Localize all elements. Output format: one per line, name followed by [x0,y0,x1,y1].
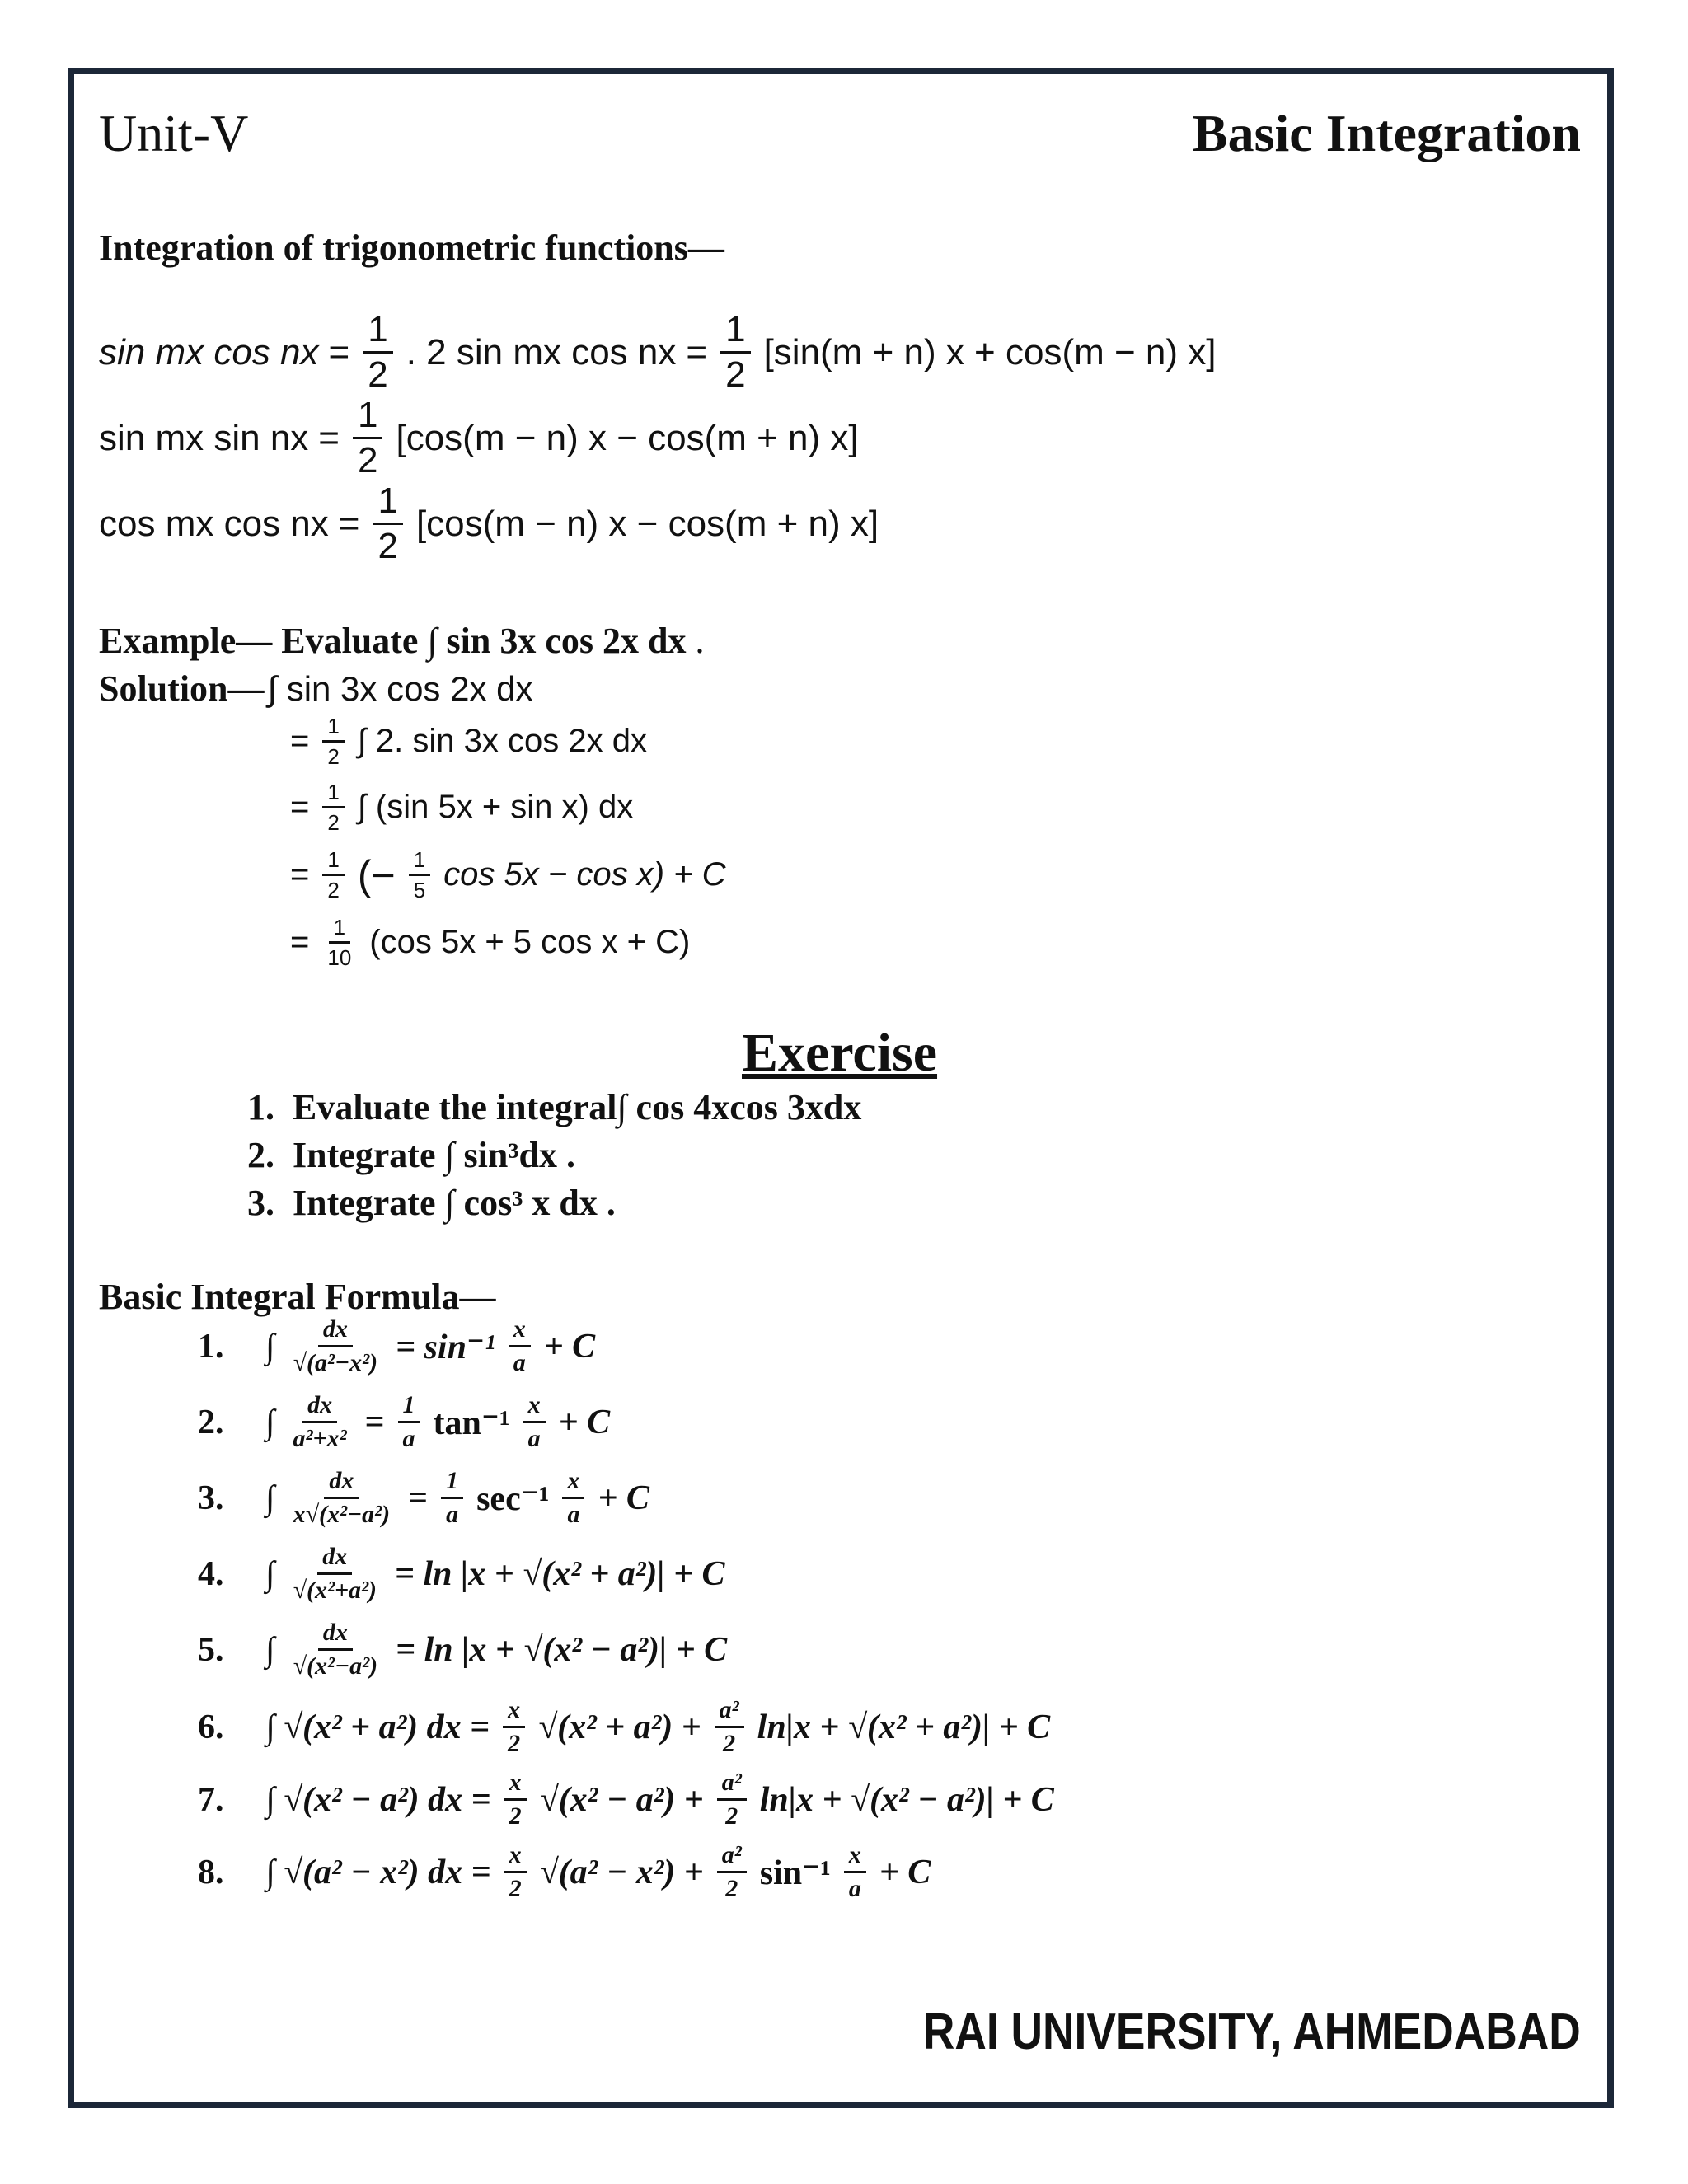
formula-7: 7. ∫ √(x² − a²) dx = $\frac{x}{2}$ √(x² − a²) + $\frac{\text{a²}}{2}$ ln|x + √(x² − a²)| + C [198,1769,1054,1830]
solution-step-1: = $\frac{1}{2}$ ∫ 2. sin 3x cos 2x dx [290,714,647,769]
formula-2: 2. ∫ $\frac{dx}{\text{a²+x²}}$ = $\frac{1}{a}$ tan⁻¹ x a + C [198,1391,611,1452]
section-title-trig: Integration of trigonometric functions— [99,227,724,268]
solution-step-4: = $\frac{1}{10}$ (cos 5x + 5 cos x + C) [290,915,691,970]
formula-5: 5. ∫ $\frac{dx}{\text{√(x²−a²)}}$ = ln |x + √(x² − a²)| + C [198,1619,728,1680]
formula-8: 8. ∫ √(a² − x²) dx = $\frac{x}{2}$ √(a² − x²) + $\frac{\text{a²}}{2}$ sin⁻¹ x a + C [198,1841,931,1902]
solution-step-2: = $\frac{1}{2}$ ∫ (sin 5x + sin x) dx [290,780,634,835]
formula-1: 1. ∫ $\frac{dx}{\text{√(a²−x²)}}$ = sin⁻¹ x a + C [198,1315,596,1376]
exercise-item-1: 1. Evaluate the integral∫ cos 4xcos 3xdx [247,1087,862,1127]
fraction: $\frac{1}{2}$ [353,397,382,479]
formula-4: 4. ∫ $\frac{dx}{\text{√(x²+a²)}}$ = ln |x + √(x² + a²)| + C [198,1543,725,1604]
example-line: Example— Evaluate ∫ sin 3x cos 2x dx . [99,621,705,661]
trig-formula-1: sin mx cos nx = $\frac{1}{2}$ . 2 sin mx cos nx = $\frac{1}{2}$ [sin(m + n) x + cos(m − n) x] [99,309,1217,395]
example-label: Example— Evaluate [99,621,419,661]
solution-expression: ∫ sin 3x cos 2x dx [267,669,533,708]
exercise-item-3: 3. Integrate ∫ cos³ x dx . [247,1183,616,1223]
formula-6: 6. ∫ √(x² + a²) dx = $\frac{x}{2}$ √(x² + a²) + $\frac{\text{a²}}{2}$ ln|x + √(x² + a²)| + C [198,1696,1051,1757]
trig-formula-3: cos mx cos nx = $\frac{1}{2}$ [cos(m − n) x − cos(m + n) x] [99,480,879,566]
footer-institution: RAI UNIVERSITY, AHMEDABAD [923,2004,1581,2060]
exercise-item-2: 2. Integrate ∫ sin³dx . [247,1135,576,1175]
solution-line [99,668,533,710]
fraction: $\frac{1}{2}$ [720,312,750,393]
example-expression: ∫ sin 3x cos 2x dx [427,621,687,661]
unit-label: Unit-V [99,104,249,162]
formula-3: 3. ∫ $\frac{dx}{\text{x√(x²−a²)}}$ = $\frac{1}{a}$ sec⁻¹ x a + C [198,1467,649,1528]
exercise-title: Exercise [742,1023,938,1083]
trig-lhs: sin mx cos nx [99,331,319,373]
trig-formula-2: sin mx sin nx = $\frac{1}{2}$ [cos(m − n) x − cos(m + n) x] [99,395,859,480]
topic-title: Basic Integration [1192,104,1581,162]
fraction: $\frac{1}{2}$ [373,483,402,565]
fraction: $\frac{1}{2}$ [363,312,392,393]
solution-step-3: = $\frac{1}{2}$ (− $\frac{1}{5}$ cos 5x − cos x) + C [290,847,726,902]
section-title-formulas: Basic Integral Formula— [99,1277,496,1317]
solution-label: Solution— [99,668,265,709]
